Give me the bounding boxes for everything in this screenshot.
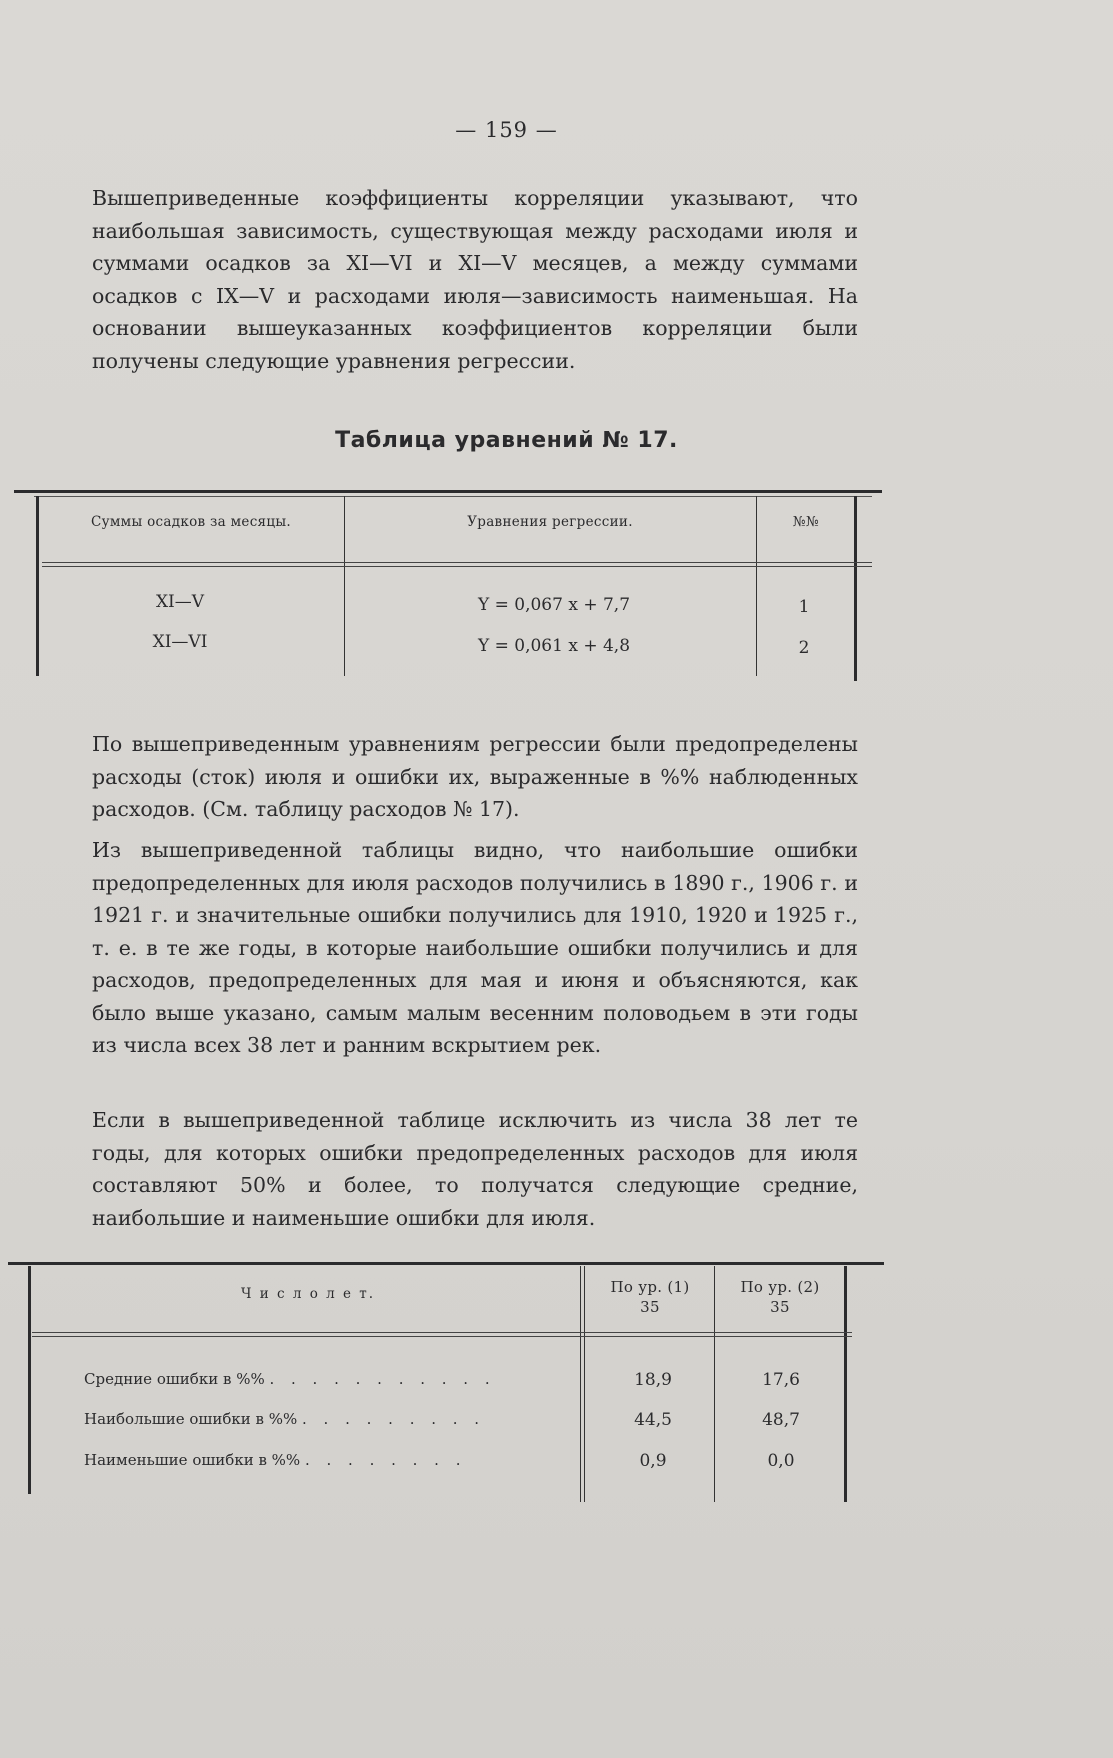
table2-row-min-label [84,1451,467,1469]
table1-left-border [36,496,39,676]
table2-row-max-dots: . . . . . . . . . [302,1410,486,1428]
table1-title: Таблица уравнений № 17. [335,428,678,453]
paragraph-excluded-years: Если в вышеприведенной таблице исключить из числа 38 лет те годы, для которых ошибки предопределенных расходов для июля составляют 50% и более, то получатся следующие средние, наибольшие и наименьшие ошибки для июля. [92,1108,858,1230]
paragraph-correlation: Вышеприведенные коэффициенты корреляции указывают, что наибольшая зависимость, существующая между расходами июля и суммами осадков за XI—VI и XI—V месяцев, а между суммами осадков с IX—V и расходами июля—зависимость наименьшая. На основании вышеуказанных коэффициентов корреляции были получены следующие уравнения регрессии. [92,186,858,373]
table1-row1-equation: Y = 0,067 x + 7,7 [477,595,631,615]
table2-header-eq2: По ур. (2) [740,1278,820,1296]
table1-header-num: №№ [792,514,820,530]
table1-header-equation: Уравнения регрессии. [467,514,633,530]
table1-row1-num: 1 [798,597,810,617]
table2-header-rule-2 [32,1336,852,1337]
table2-row-mean-text: Средние ошибки в %% [84,1370,265,1388]
table2-row-mean-eq2: 17,6 [762,1370,800,1390]
table1-row2-num: 2 [798,638,810,658]
table2-header-years: Ч и с л о л е т. [240,1286,376,1302]
table2-col-divider-1b [584,1266,585,1502]
table1-right-border [854,496,857,681]
table2-row-max-eq2: 48,7 [762,1410,800,1430]
table2-col-divider-1 [580,1266,581,1502]
table1-row2-equation: Y = 0,061 x + 4,8 [477,636,631,656]
table2-left-border [28,1266,31,1494]
errors-summary-table [8,1262,884,1502]
table2-row-mean-eq1: 18,9 [634,1370,672,1390]
table2-row-max-text: Наибольшие ошибки в %% [84,1410,298,1428]
table1-header-rule-2 [42,566,872,567]
table2-row-min-eq2: 0,0 [767,1451,795,1471]
table1-col-divider-2 [756,496,757,676]
paragraph-predicted-flows: По вышеприведенным уравнениям регрессии были предопределены расходы (сток) июля и ошибки их, выраженные в %% наблюденных расходов. (См. таблицу расходов № 17). [92,732,858,821]
table2-right-border [844,1266,847,1502]
table2-row-min-text: Наименьшие ошибки в %% [84,1451,301,1469]
table2-row-min-dots: . . . . . . . . [304,1451,467,1469]
table1-header-months: Суммы осадков за месяцы. [90,514,291,530]
table2-header-rule [32,1332,852,1333]
table1-col-divider-1 [344,496,345,676]
table1-row2-months: XI—VI [152,632,208,652]
page-number: — 159 — [455,118,558,142]
table2-row-mean-dots: . . . . . . . . . . . [269,1370,496,1388]
table1-row1-months: XI—V [155,592,205,612]
table1-top-rule-thin [34,496,872,497]
table2-row-min-eq1: 0,9 [639,1451,667,1471]
table2-row-max-label [84,1410,485,1428]
table2-col-divider-2 [714,1266,715,1502]
table1-top-rule [14,490,882,493]
table2-top-rule [8,1262,884,1265]
table2-row-mean-label [84,1370,496,1388]
table1-header-rule [42,562,872,563]
table2-header-eq2-years: 35 [770,1298,790,1316]
table2-row-max-eq1: 44,5 [634,1410,672,1430]
table2-header-eq1-years: 35 [640,1298,660,1316]
regression-equations-table [14,490,882,690]
table2-header-eq1: По ур. (1) [610,1278,690,1296]
paragraph-largest-errors: Из вышеприведенной таблицы видно, что наибольшие ошибки предопределенных для июля расходов получились в 1890 г., 1906 г. и 1921 г. и значительные ошибки получились для 1910, 1920 и 1925 г., т. е. в те же годы, в которые наибольшие ошибки получились и для расходов, предопределенных для мая и июня и объясняются, как было выше указано, самым малым весенним половодьем в эти годы из числа всех 38 лет и ранним вскрытием рек. [92,838,858,1057]
